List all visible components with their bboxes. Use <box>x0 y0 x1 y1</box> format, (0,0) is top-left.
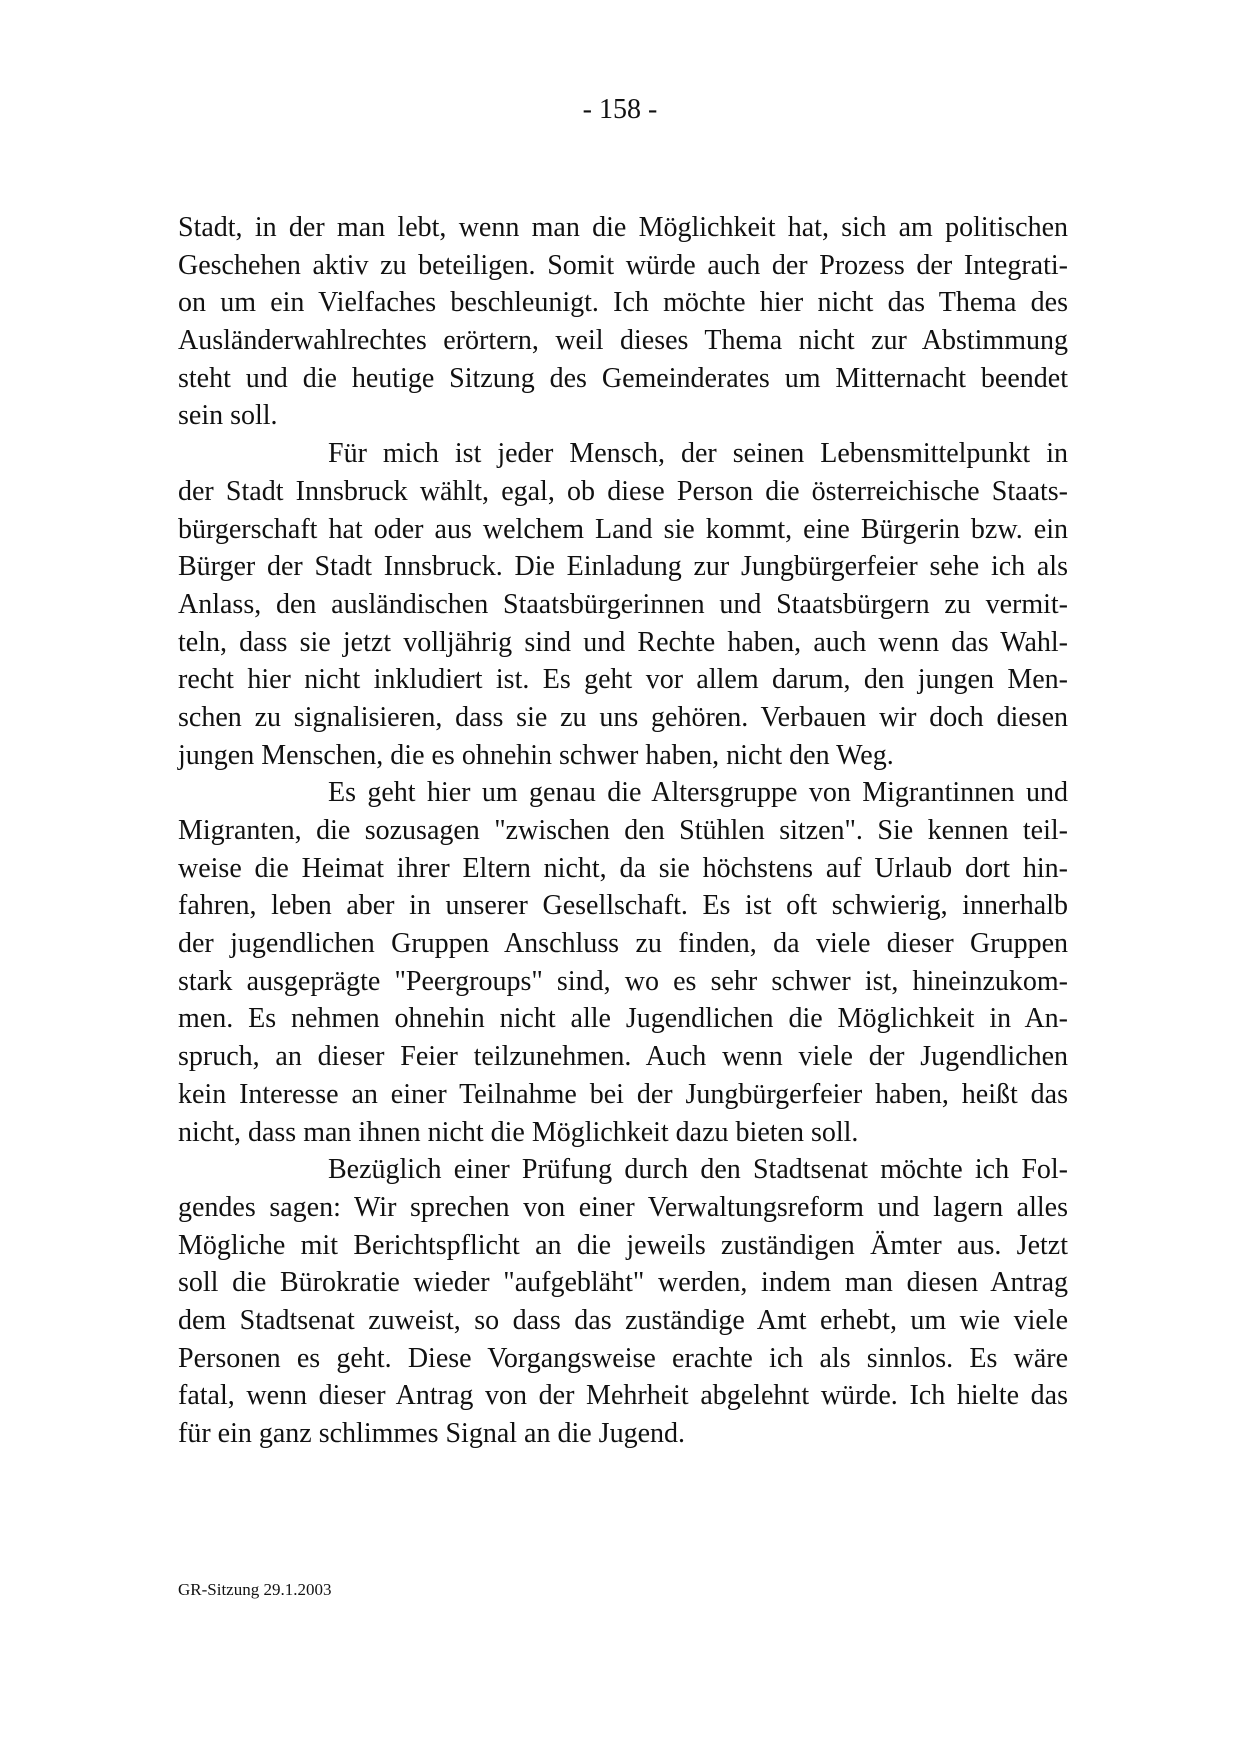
text-line: soll die Bürokratie wieder "aufgebläht" werden, indem man diesen Antrag <box>178 1267 1068 1299</box>
text-line: Geschehen aktiv zu beteiligen. Somit würde auch der Prozess der Integrati- <box>178 249 1068 281</box>
text-line: gendes sagen: Wir sprechen von einer Verwaltungsreform und lagern alles <box>178 1191 1068 1223</box>
text-line: men. Es nehmen ohnehin nicht alle Jugendlichen die Möglichkeit in An- <box>178 1003 1068 1035</box>
footer-session-date: GR-Sitzung 29.1.2003 <box>178 1580 332 1599</box>
text-line: Bezüglich einer Prüfung durch den Stadtsenat möchte ich Fol- <box>328 1154 1068 1186</box>
text-line: fatal, wenn dieser Antrag von der Mehrheit abgelehnt würde. Ich hielte das <box>178 1380 1068 1412</box>
text-line: stark ausgeprägte "Peergroups" sind, wo es sehr schwer ist, hineinzukom- <box>178 965 1068 997</box>
text-line: Personen es geht. Diese Vorgangsweise erachte ich als sinnlos. Es wäre <box>178 1342 1068 1374</box>
text-line: Bürger der Stadt Innsbruck. Die Einladung zur Jungbürgerfeier sehe ich als <box>178 551 1068 583</box>
text-line: dem Stadtsenat zuweist, so dass das zuständige Amt erhebt, um wie viele <box>178 1304 1068 1336</box>
text-line: weise die Heimat ihrer Eltern nicht, da sie höchstens auf Urlaub dort hin- <box>178 852 1068 884</box>
text-line: für ein ganz schlimmes Signal an die Jugend. <box>178 1418 685 1449</box>
text-line: steht und die heutige Sitzung des Gemeinderates um Mitternacht beendet <box>178 362 1068 394</box>
page-number: - 158 - <box>582 94 658 125</box>
text-line: recht hier nicht inkludiert ist. Es geht vor allem darum, den jungen Men- <box>178 664 1068 696</box>
text-line: on um ein Vielfaches beschleunigt. Ich möchte hier nicht das Thema des <box>178 287 1068 319</box>
paragraph <box>178 1151 1068 1453</box>
text-line: fahren, leben aber in unserer Gesellschaft. Es ist oft schwierig, innerhalb <box>178 890 1068 922</box>
text-line: Stadt, in der man lebt, wenn man die Möglichkeit hat, sich am politischen <box>178 212 1068 243</box>
text-line: jungen Menschen, die es ohnehin schwer haben, nicht den Weg. <box>178 739 894 771</box>
text-line: der jugendlichen Gruppen Anschluss zu finden, da viele dieser Gruppen <box>178 928 1068 960</box>
paragraph <box>178 435 1068 774</box>
text-line: Anlass, den ausländischen Staatsbürgerinnen und Staatsbürgern zu vermit- <box>178 588 1068 620</box>
text-line: Für mich ist jeder Mensch, der seinen Lebensmittelpunkt in <box>328 438 1068 470</box>
paragraph <box>178 209 1068 435</box>
text-line: nicht, dass man ihnen nicht die Möglichkeit dazu bieten soll. <box>178 1116 859 1148</box>
text-line: teln, dass sie jetzt volljährig sind und Rechte haben, auch wenn das Wahl- <box>178 626 1068 658</box>
text-line: Es geht hier um genau die Altersgruppe von Migrantinnen und <box>328 777 1068 809</box>
text-line: bürgerschaft hat oder aus welchem Land sie kommt, eine Bürgerin bzw. ein <box>178 513 1068 545</box>
text-line: spruch, an dieser Feier teilzunehmen. Auch wenn viele der Jugendlichen <box>178 1041 1068 1073</box>
text-line: kein Interesse an einer Teilnahme bei der Jungbürgerfeier haben, heißt das <box>178 1078 1068 1110</box>
text-line: schen zu signalisieren, dass sie zu uns gehören. Verbauen wir doch diesen <box>178 701 1068 733</box>
paragraph <box>178 774 1068 1151</box>
text-line: Mögliche mit Berichtspflicht an die jeweils zuständigen Ämter aus. Jetzt <box>178 1229 1068 1261</box>
text-line: Ausländerwahlrechtes erörtern, weil dieses Thema nicht zur Abstimmung <box>178 325 1068 357</box>
body-text <box>178 209 1068 1453</box>
text-line: Migranten, die sozusagen "zwischen den Stühlen sitzen". Sie kennen teil- <box>178 815 1068 846</box>
text-line: der Stadt Innsbruck wählt, egal, ob diese Person die österreichische Staats- <box>178 475 1068 507</box>
text-line: sein soll. <box>178 400 278 432</box>
